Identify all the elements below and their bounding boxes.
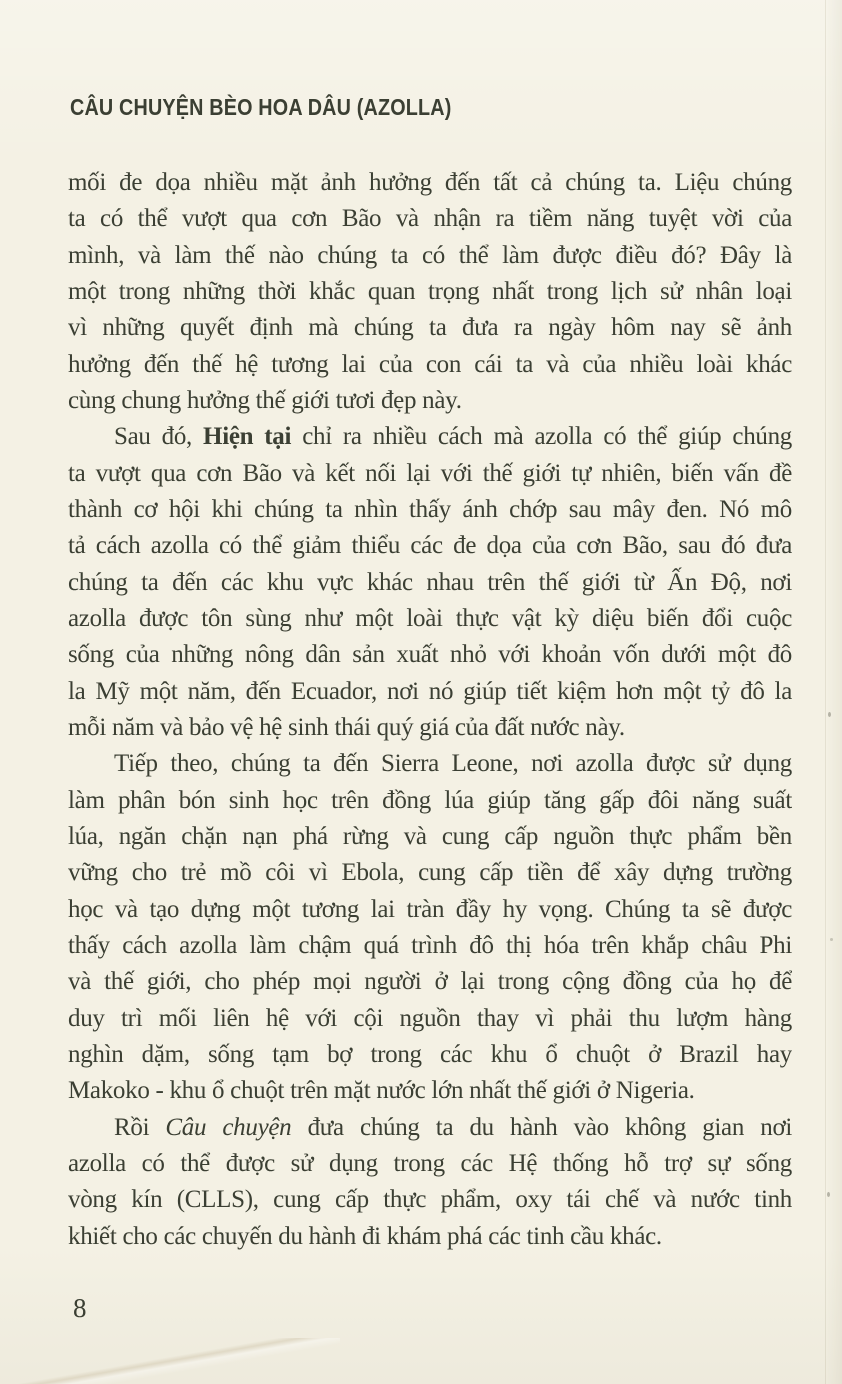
text-line: lúa, ngăn chặn nạn phá rừng và cung cấp nguồn thực phẩm bền [68,822,792,850]
text-line: ta có thể vượt qua cơn Bão và nhận ra tiềm năng tuyệt vời của [68,205,792,233]
text-line: và thế giới, cho phép mọi người ở lại trong cộng đồng của họ để [68,968,792,996]
text-line: làm phân bón sinh học trên đồng lúa giúp tăng gấp đôi năng suất [68,786,792,814]
text-line: Tiếp theo, chúng ta đến Sierra Leone, nơi azolla được sử dụng [114,750,792,778]
scan-edge-artifact [825,0,842,1384]
text-line: thành cơ hội khi chúng ta nhìn thấy ánh chớp sau mây đen. Nó mô [68,495,792,523]
text-segment: đưa chúng ta du hành vào không gian nơi [291,1113,792,1141]
paragraph [68,746,792,1109]
text-line: sống của những nông dân sản xuất nhỏ với khoản vốn dưới một đô [68,641,792,669]
text-line: mối đe dọa nhiều mặt ảnh hưởng đến tất cả chúng ta. Liệu chúng [68,169,792,196]
text-line: học và tạo dựng một tương lai tràn đầy hy vọng. Chúng ta sẽ được [68,895,792,923]
text-line: Makoko - khu ổ chuột trên mặt nước lớn nhất thế giới ở Nigeria. [68,1077,695,1105]
text-line: azolla có thể được sử dụng trong các Hệ thống hỗ trợ sự sống [68,1149,792,1177]
text-line: cùng chung hưởng thế giới tươi đẹp này. [68,386,462,414]
text-line: chúng ta đến các khu vực khác nhau trên thế giới từ Ấn Độ, nơi [68,568,792,596]
text-segment: Rồi [114,1113,166,1141]
body-text [68,165,792,1255]
text-line: vững cho trẻ mồ côi vì Ebola, cung cấp tiền để xây dựng trường [68,859,792,887]
paragraph [68,1110,792,1255]
text-line: mình, và làm thế nào chúng ta có thể làm được điều đó? Đây là [68,241,792,269]
text-line: tả cách azolla có thể giảm thiểu các đe dọa của cơn Bão, sau đó đưa [68,532,792,560]
scan-speck-artifact [827,1192,830,1197]
text-line: la Mỹ một năm, đến Ecuador, nơi nó giúp tiết kiệm hơn một tỷ đô la [68,677,792,705]
page-number: 8 [73,1293,87,1323]
text-line: azolla được tôn sùng như một loài thực vật kỳ diệu biến đổi cuộc [68,604,792,632]
text-segment: chỉ ra nhiều cách mà azolla có thể giúp chúng [291,423,792,451]
page-curl-artifact [0,1338,340,1384]
text-line: một trong những thời khắc quan trọng nhất trong lịch sử nhân loại [68,277,792,305]
text-line: nghìn dặm, sống tạm bợ trong các khu ổ chuột ở Brazil hay [68,1040,792,1068]
text-line: khiết cho các chuyến du hành đi khám phá các tinh cầu khác. [68,1222,662,1250]
italic-phrase: Câu chuyện [165,1113,292,1141]
text-line: mỗi năm và bảo vệ hệ sinh thái quý giá của đất nước này. [68,713,625,741]
text-line [68,1110,792,1146]
text-line: vòng kín (CLLS), cung cấp thực phẩm, oxy tái chế và nước tinh [68,1186,792,1214]
text-line [68,419,792,455]
text-line: ta vượt qua cơn Bão và kết nối lại với thế giới tự nhiên, biến vấn đề [68,459,792,487]
text-line: thấy cách azolla làm chậm quá trình đô thị hóa trên khắp châu Phi [68,931,792,959]
paragraph [68,419,792,746]
scan-speck-artifact [828,712,831,717]
paragraph [68,165,792,419]
scan-speck-artifact [830,938,833,941]
running-header: CÂU CHUYỆN BÈO HOA DÂU (AZOLLA) [70,94,452,120]
bold-phrase: Hiện tại [203,423,292,451]
text-line: vì những quyết định mà chúng ta đưa ra ngày hôm nay sẽ ảnh [68,314,792,342]
text-line: duy trì mối liên hệ với cội nguồn thay vì phải thu lượm hàng [68,1004,792,1032]
text-line: hưởng đến thế hệ tương lai của con cái ta và của nhiều loài khác [68,350,792,378]
text-segment: Sau đó, [114,423,204,451]
